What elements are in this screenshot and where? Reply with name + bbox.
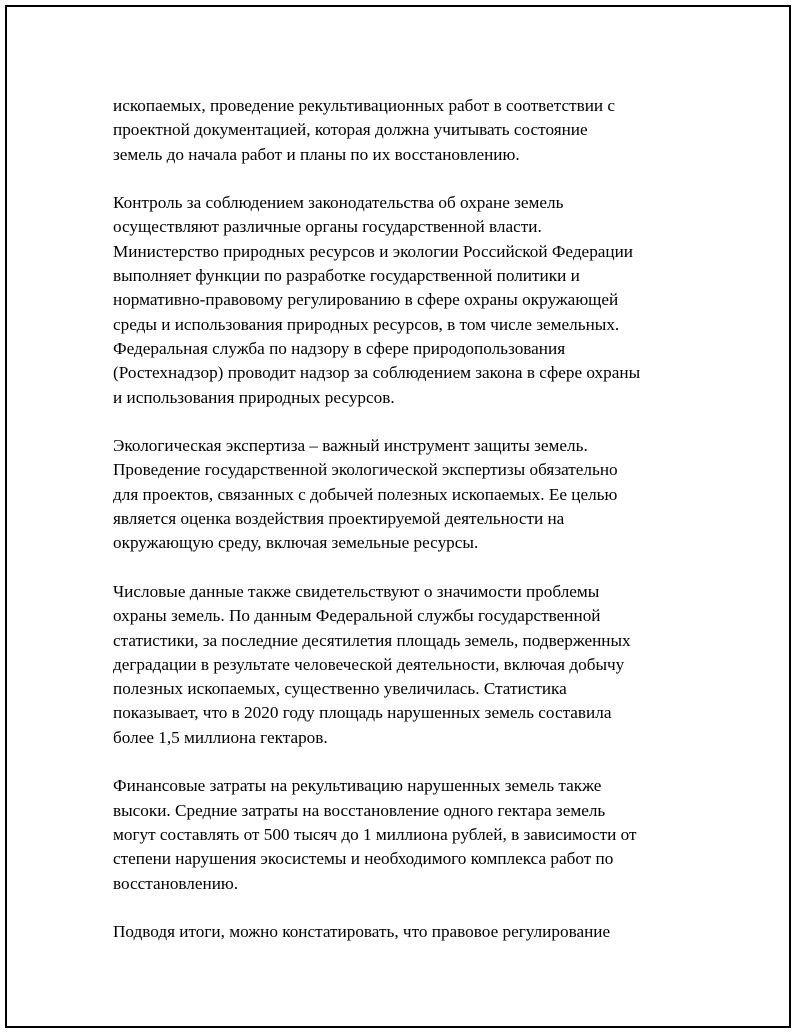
text-line: статистики, за последние десятилетия площадь земель, подверженных	[113, 630, 631, 650]
text-line: проектной документацией, которая должна учитывать состояние	[113, 120, 588, 140]
text-line: выполняет функции по разработке государственной политики и	[113, 266, 580, 286]
text-line: могут составлять от 500 тысяч до 1 миллиона рублей, в зависимости от	[113, 824, 637, 844]
paragraph	[113, 191, 703, 410]
text-line: среды и использования природных ресурсов, в том числе земельных.	[113, 314, 620, 334]
text-line: более 1,5 миллиона гектаров.	[113, 727, 328, 747]
paragraph	[113, 580, 703, 750]
text-line: Финансовые затраты на рекультивацию нарушенных земель также	[113, 776, 602, 796]
text-line: нормативно-правовому регулированию в сфере охраны окружающей	[113, 290, 619, 310]
text-line: окружающую среду, включая земельные ресурсы.	[113, 533, 479, 553]
text-line: Подводя итоги, можно констатировать, что правовое регулирование	[113, 922, 611, 942]
paragraph	[113, 774, 703, 895]
text-line: охраны земель. По данным Федеральной службы государственной	[113, 606, 601, 626]
text-line: осуществляют различные органы государственной власти.	[113, 217, 542, 237]
text-line: полезных ископаемых, существенно увеличилась. Статистика	[113, 679, 567, 699]
text-line: земель до начала работ и планы по их восстановлению.	[113, 144, 520, 164]
paragraph	[113, 434, 703, 555]
text-line: Федеральная служба по надзору в сфере природопользования	[113, 338, 566, 358]
text-line: (Ростехнадзор) проводит надзор за соблюдением закона в сфере охраны	[113, 363, 641, 383]
text-line: Контроль за соблюдением законодательства об охране земель	[113, 193, 564, 213]
paragraph	[113, 94, 703, 167]
text-line: и использования природных ресурсов.	[113, 387, 395, 407]
text-line: степени нарушения экосистемы и необходимого комплекса работ по	[113, 849, 614, 869]
text-line: восстановлению.	[113, 873, 239, 893]
document-body	[113, 94, 703, 969]
text-line: Числовые данные также свидетельствуют о значимости проблемы	[113, 581, 600, 601]
text-line: показывает, что в 2020 году площадь нарушенных земель составила	[113, 703, 612, 723]
text-line: высоки. Средние затраты на восстановление одного гектара земель	[113, 800, 606, 820]
text-line: является оценка воздействия проектируемой деятельности на	[113, 509, 565, 529]
text-line: для проектов, связанных с добычей полезных ископаемых. Ее целью	[113, 484, 618, 504]
text-line: Проведение государственной экологической экспертизы обязательно	[113, 460, 618, 480]
text-line: ископаемых, проведение рекультивационных работ в соответствии с	[113, 96, 616, 115]
text-line: деградации в результате человеческой деятельности, включая добычу	[113, 654, 625, 674]
text-line: Экологическая экспертиза – важный инструмент защиты земель.	[113, 436, 588, 456]
paragraph	[113, 920, 703, 944]
text-line: Министерство природных ресурсов и экологии Российской Федерации	[113, 241, 634, 261]
